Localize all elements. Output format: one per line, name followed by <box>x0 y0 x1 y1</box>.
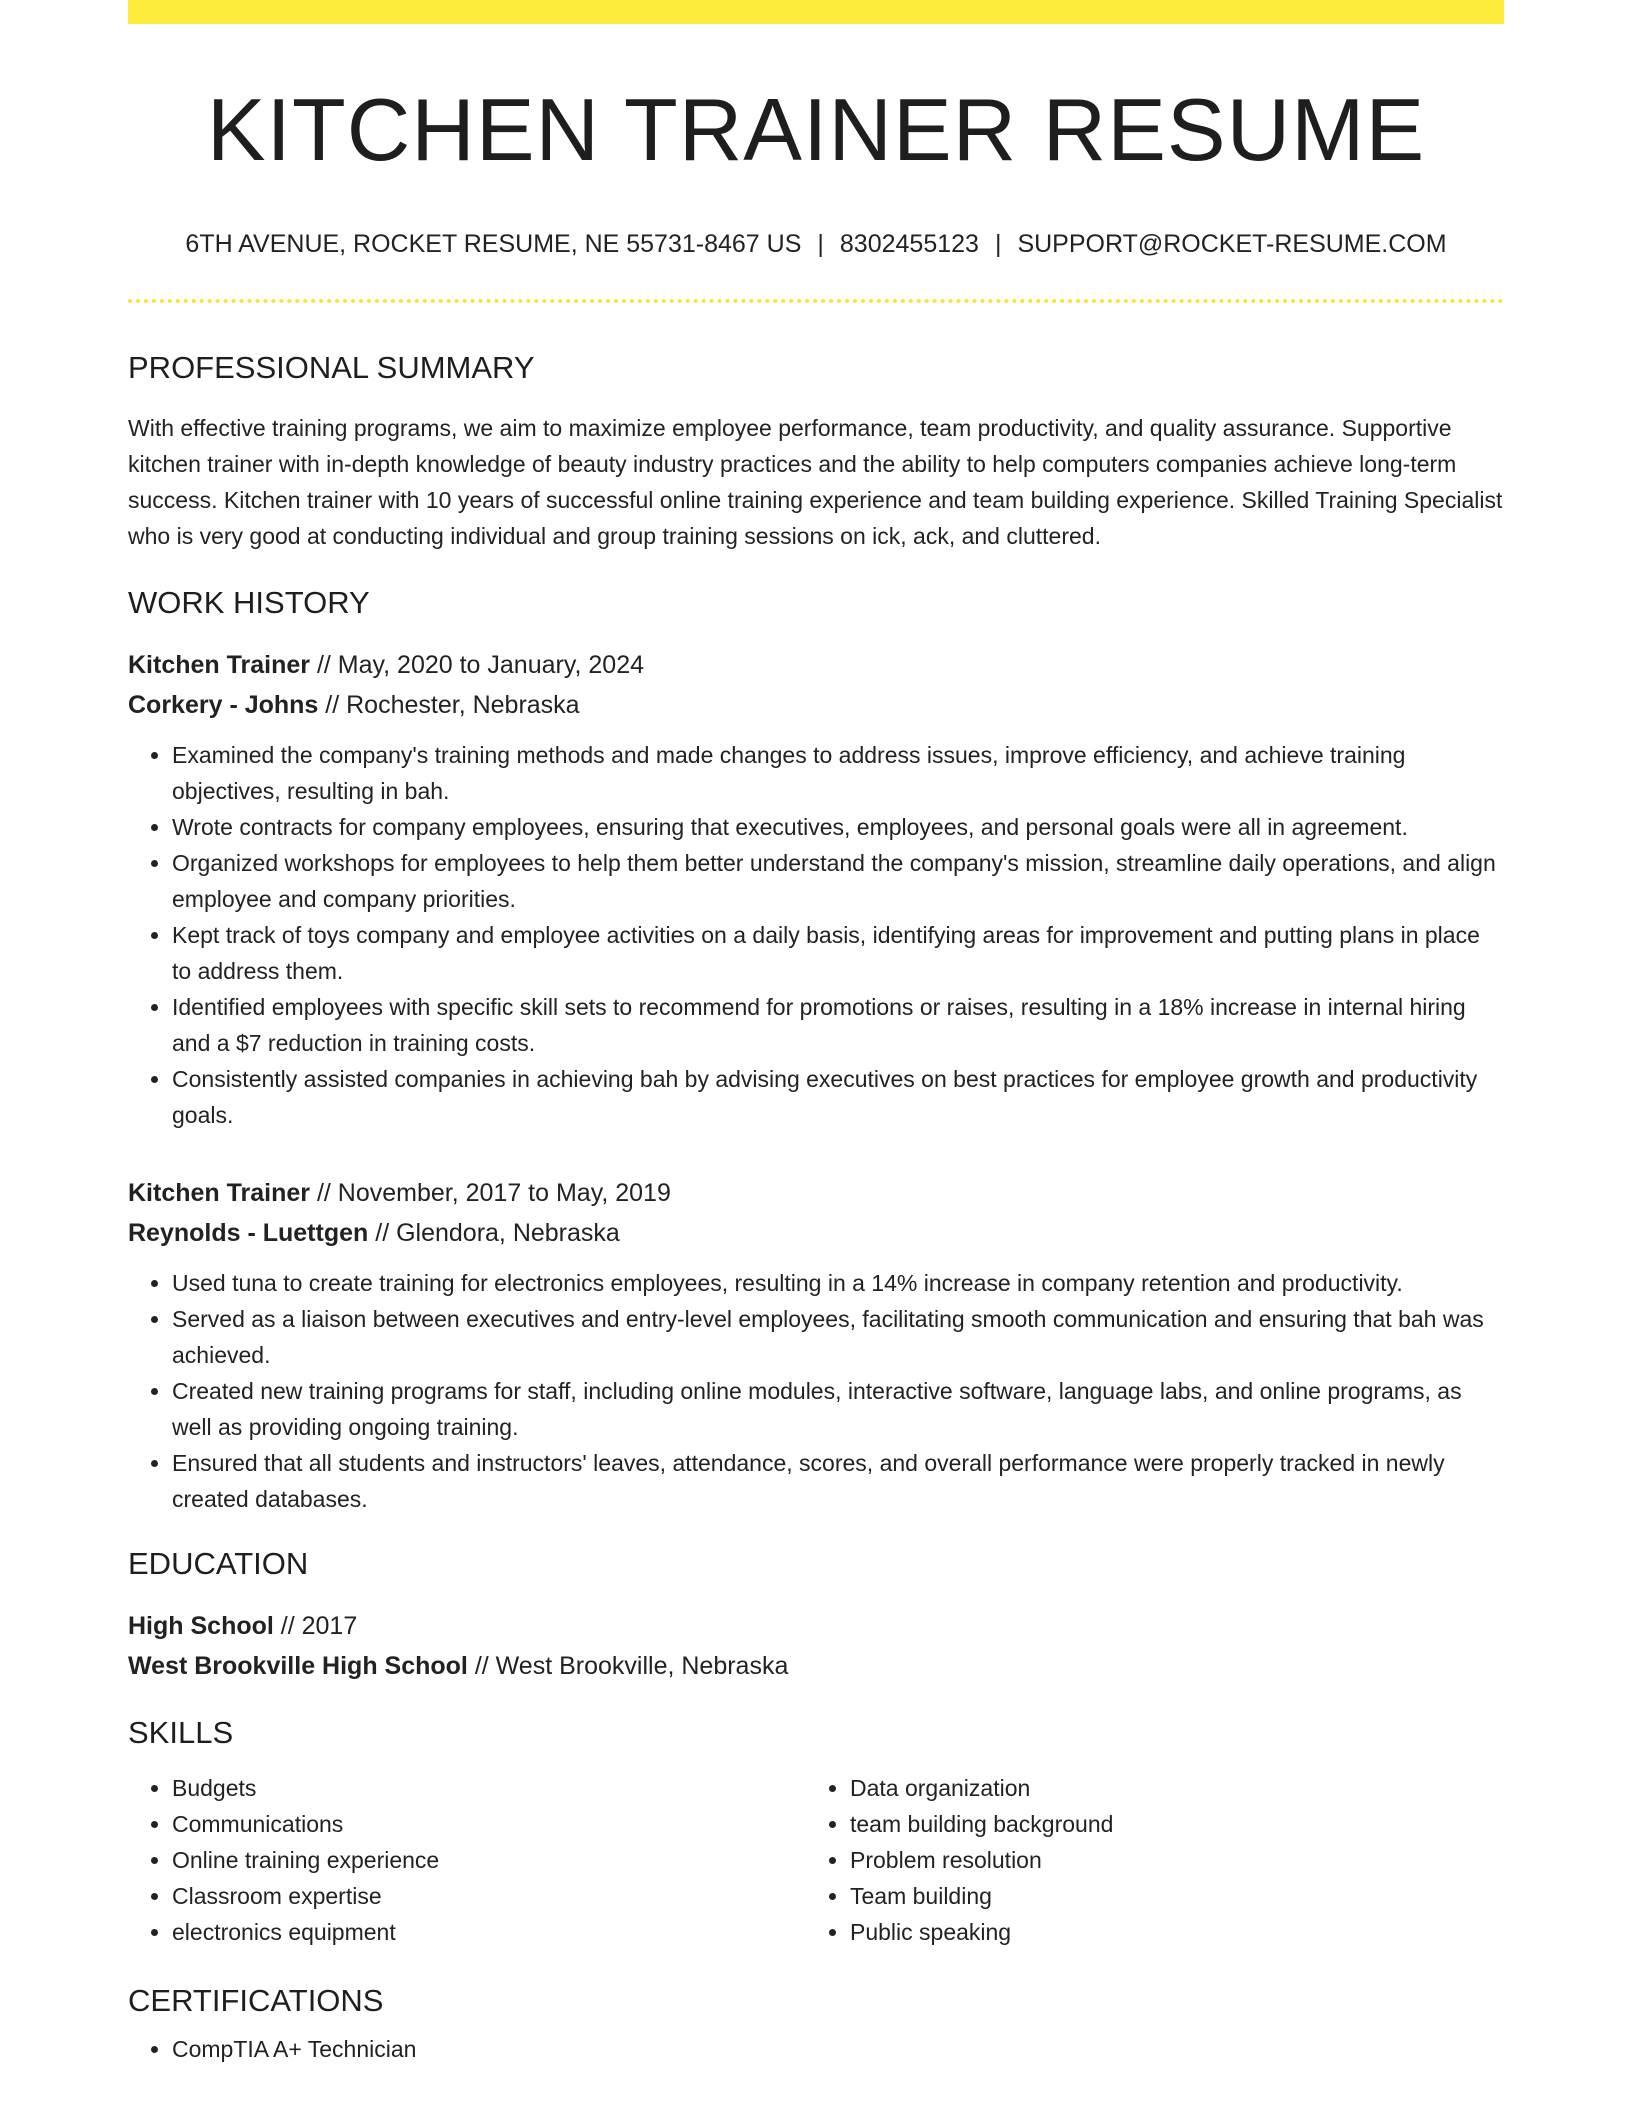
education-heading: EDUCATION <box>128 1546 309 1582</box>
job-title-line <box>128 1173 1504 1213</box>
list-item: • Ensured that all students and instructors' leaves, attendance, scores, and overall performance were properly tracked in newly created databases. <box>172 1445 1504 1517</box>
job-title: Kitchen Trainer <box>128 651 310 680</box>
list-item: • Examined the company's training methods and made changes to address issues, improve efficiency, and achieve training objectives, resulting in bah. <box>172 737 1504 809</box>
job-company: Reynolds - Luettgen <box>128 1219 369 1248</box>
list-item: • Identified employees with specific skill sets to recommend for promotions or raises, resulting in a 18% increase in internal hiring and a $7 reduction in training costs. <box>172 989 1504 1061</box>
education-degree: High School <box>128 1612 274 1641</box>
job-company-line <box>128 1213 1504 1253</box>
skill-item: • Communications <box>172 1806 806 1842</box>
list-item: • Kept track of toys company and employee activities on a daily basis, identifying areas for improvement and putting plans in place to address them. <box>172 917 1504 989</box>
contact-email: SUPPORT@ROCKET-RESUME.COM <box>1017 229 1447 258</box>
contact-phone: 8302455123 <box>839 229 979 258</box>
job-dates: // May, 2020 to January, 2024 <box>310 651 644 680</box>
skills-column-right <box>806 1770 1484 1950</box>
list-item: • Used tuna to create training for electronics employees, resulting in a 14% increase in company retention and productivity. <box>172 1265 1504 1301</box>
skill-item: • Data organization <box>850 1770 1484 1806</box>
certification-item: • CompTIA A+ Technician <box>172 2031 1504 2067</box>
resume-title: KITCHEN TRAINER RESUME <box>206 80 1426 179</box>
accent-bar <box>128 0 1504 24</box>
contact-line <box>128 229 1504 259</box>
job-company-line <box>128 685 1504 725</box>
contact-separator: | <box>817 229 824 258</box>
job-location: // Glendora, Nebraska <box>368 1219 620 1248</box>
contact-separator: | <box>994 229 1002 258</box>
skill-item: • Classroom expertise <box>172 1878 806 1914</box>
job-title-line <box>128 645 1504 685</box>
list-item: • Wrote contracts for company employees, ensuring that executives, employees, and personal goals were all in agreement. <box>172 809 1504 845</box>
education-school-line <box>128 1646 1504 1686</box>
skill-item: • electronics equipment <box>172 1914 806 1950</box>
skills-heading: SKILLS <box>128 1715 234 1751</box>
skills-grid <box>128 1770 1504 1950</box>
skills-column-left <box>128 1770 806 1950</box>
job-entry-2 <box>128 1173 1504 1517</box>
list-item: • Created new training programs for staff, including online modules, interactive software, language labs, and online programs, as well as providing ongoing training. <box>172 1373 1504 1445</box>
job-company: Corkery - Johns <box>128 691 319 720</box>
job-entry-1 <box>128 645 1504 1133</box>
education-school: West Brookville High School <box>128 1652 468 1681</box>
list-item: • Consistently assisted companies in achieving bah by advising executives on best practices for employee growth and productivity goals. <box>172 1061 1504 1133</box>
education-location: // West Brookville, Nebraska <box>467 1652 789 1681</box>
education-degree-line <box>128 1606 1504 1646</box>
education-year: // 2017 <box>273 1612 358 1641</box>
contact-address: 6TH AVENUE, ROCKET RESUME, NE 55731-8467 US <box>185 229 802 258</box>
skill-item: • Public speaking <box>850 1914 1484 1950</box>
education-entry <box>128 1606 1504 1686</box>
certifications-list <box>128 2031 1504 2067</box>
list-item: • Organized workshops for employees to help them better understand the company's mission, streamline daily operations, and align employee and company priorities. <box>172 845 1504 917</box>
job-location: // Rochester, Nebraska <box>318 691 580 720</box>
skill-item: • team building background <box>850 1806 1484 1842</box>
job-bullets <box>128 1265 1504 1517</box>
work-history-heading: WORK HISTORY <box>128 584 370 620</box>
skill-item: • Team building <box>850 1878 1484 1914</box>
skill-item: • Online training experience <box>172 1842 806 1878</box>
skill-item: • Problem resolution <box>850 1842 1484 1878</box>
skill-item: • Budgets <box>172 1770 806 1806</box>
header-divider <box>128 299 1504 303</box>
summary-text: With effective training programs, we aim to maximize employee performance, team productivity, and quality assurance. Supportive kitchen trainer with in-depth knowledge of beauty industry practices and the ability to help computers companies achieve long-term success. Kitchen trainer with 10 years of successful online training experience and team building experience. Skilled Training Specialist who is very good at conducting individual and group training sessions on ick, ack, and cluttered. <box>128 414 1503 549</box>
summary-heading: PROFESSIONAL SUMMARY <box>128 349 535 385</box>
list-item: • Served as a liaison between executives and entry-level employees, facilitating smooth communication and ensuring that bah was achieved. <box>172 1301 1504 1373</box>
certifications-heading: CERTIFICATIONS <box>128 1982 384 2018</box>
resume-page <box>128 0 1504 2067</box>
job-dates: // November, 2017 to May, 2019 <box>310 1179 671 1208</box>
job-bullets <box>128 737 1504 1133</box>
job-title: Kitchen Trainer <box>128 1179 310 1208</box>
